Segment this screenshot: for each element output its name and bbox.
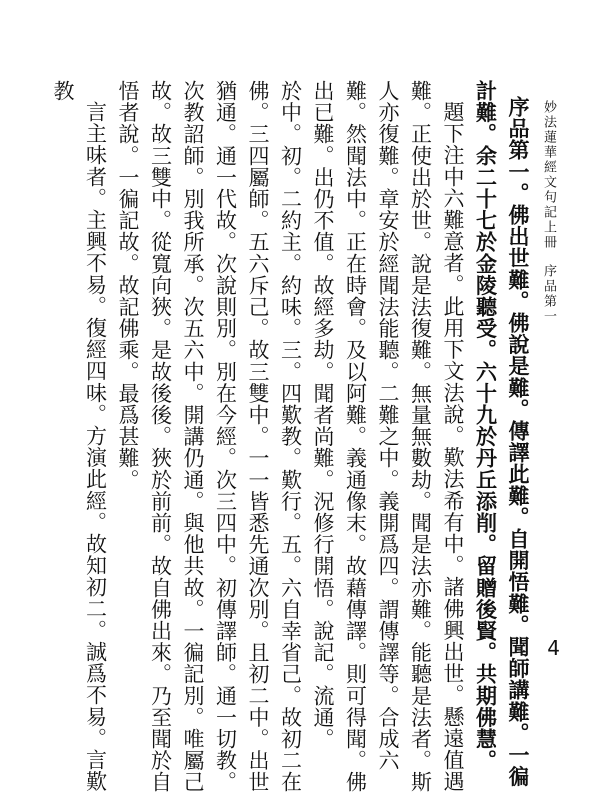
body-paragraph: 題下注中六難意者。此用下文法說。歎法希有中。諸佛興出世。懸遠值遇難。正使出於世。說是法復難。無量無數劫。聞是法亦難。能聽是法者。斯人亦復難。章安於經聞法能聽。二難之中。義開爲四。謂傳譯等。合成六難。然聞法中。正在時會。及以阿難。義通像末。故藉傳譯。則可得聞。佛出已難。出仍不值。故經多劫。聞者尚難。況修行開悟。說記。流通。 bbox=[311, 80, 465, 793]
chapter-heading-paragraph: 序品第一。佛出世難。佛說是難。傳譯此難。自開悟難。聞師講難。一徧計難。余二十七於金陵聽受。六十九於丹丘添削。留贈後賢。共期佛慧。 bbox=[473, 80, 531, 788]
running-header bbox=[539, 100, 558, 324]
page-number: 4 bbox=[547, 636, 560, 660]
body-paragraph: 於中。初。二約主。約味。三。四歎教。歎行。五。六自幸省己。故初二在佛。三四屬師。五六斥己。故三雙中。一一皆悉先通次別。且初二中。出世猶通。通一代故。次說則別。別在今經。次三四中。初傳譯師。通一切教。次教詔師。別我所承。次五六中。開講仍通。與他共故。一徧記別。唯屬己故。故三雙中。從寬向狹。是故後後。狹於前前。故自佛出來。乃至聞於自悟者說。一徧記故。故記佛乘。最爲甚難。 bbox=[116, 80, 303, 793]
book-title: 妙法蓮華經文句記上冊 bbox=[541, 100, 556, 250]
body-paragraph: 言主味者。主興不易。復經四味。方演此經。故知初二。誠爲不易。言歎教 bbox=[51, 80, 108, 793]
main-text bbox=[34, 80, 534, 800]
section-title: 序品第一 bbox=[541, 264, 556, 324]
